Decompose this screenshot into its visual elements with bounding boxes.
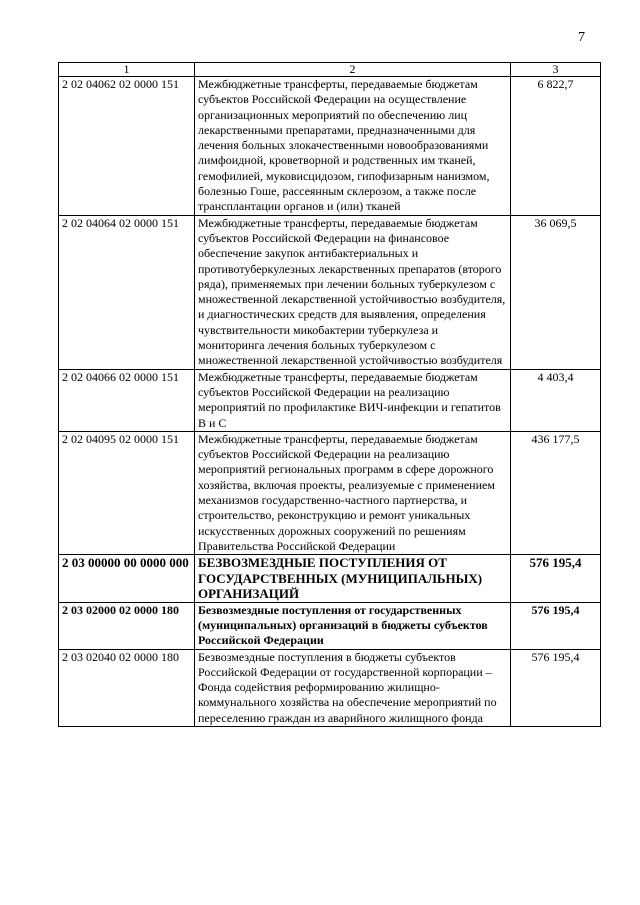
table-row bbox=[59, 369, 601, 431]
description-cell: Межбюджетные трансферты, передаваемые бюджетам субъектов Российской Федерации на осуществление организационных мероприятий по обеспечению лиц лекарственными препаратами, предназначенными для лечения больных злокачественными новообразованиями лимфоидной, кроветворной и родственных им тканей, гемофилией, муковисцидозом, гипофизарным нанизмом, болезнью Гоше, рассеянным склерозом, а также после трансплантации органов и (или) тканей bbox=[195, 77, 511, 216]
budget-code-cell: 2 03 00000 00 0000 000 bbox=[59, 555, 195, 603]
budget-revenue-table bbox=[58, 62, 601, 727]
amount-cell: 36 069,5 bbox=[511, 215, 601, 369]
amount-cell: 4 403,4 bbox=[511, 369, 601, 431]
amount-cell: 576 195,4 bbox=[511, 649, 601, 726]
table-row bbox=[59, 649, 601, 726]
description-cell: Безвозмездные поступления от государственных (муниципальных) организаций в бюджеты субъектов Российской Федерации bbox=[195, 602, 511, 649]
description-cell: Межбюджетные трансферты, передаваемые бюджетам субъектов Российской Федерации на финансовое обеспечение закупок антибактериальных и противотуберкулезных лекарственных препаратов (второго ряда), применяемых при лечении больных туберкулезом с множественной лекарственной устойчивостью возбудителя, и диагностических средств для выявления, определения чувствительности микобактерии туберкулеза и мониторинга лечения больных туберкулезом с множественной лекарственной устойчивостью возбудителя bbox=[195, 215, 511, 369]
column-header-amount: 3 bbox=[511, 63, 601, 77]
table-row-section-total bbox=[59, 555, 601, 603]
budget-code-cell: 2 02 04062 02 0000 151 bbox=[59, 77, 195, 216]
table-row bbox=[59, 431, 601, 554]
description-cell: Межбюджетные трансферты, передаваемые бюджетам субъектов Российской Федерации на реализацию мероприятий по профилактике ВИЧ-инфекции и гепатитов В и С bbox=[195, 369, 511, 431]
table-row bbox=[59, 215, 601, 369]
amount-cell: 576 195,4 bbox=[511, 602, 601, 649]
budget-code-cell: 2 03 02000 02 0000 180 bbox=[59, 602, 195, 649]
budget-code-cell: 2 02 04066 02 0000 151 bbox=[59, 369, 195, 431]
column-header-code: 1 bbox=[59, 63, 195, 77]
amount-cell: 436 177,5 bbox=[511, 431, 601, 554]
table-row bbox=[59, 77, 601, 216]
table-row-subsection-total bbox=[59, 602, 601, 649]
description-cell: Межбюджетные трансферты, передаваемые бюджетам субъектов Российской Федерации на реализацию мероприятий региональных программ в сфере дорожного хозяйства, включая проекты, реализуемые с применением механизмов государственно-частного партнерства, и строительство, реконструкцию и ремонт уникальных искусственных дорожных сооружений по решениям Правительства Российской Федерации bbox=[195, 431, 511, 554]
budget-code-cell: 2 02 04064 02 0000 151 bbox=[59, 215, 195, 369]
description-cell: Безвозмездные поступления в бюджеты субъектов Российской Федерации от государственной корпорации – Фонда содействия реформированию жилищно-коммунального хозяйства на обеспечение мероприятий по переселению граждан из аварийного жилищного фонда bbox=[195, 649, 511, 726]
column-header-description: 2 bbox=[195, 63, 511, 77]
budget-code-cell: 2 02 04095 02 0000 151 bbox=[59, 431, 195, 554]
page-number: 7 bbox=[578, 30, 585, 45]
table-header-row bbox=[59, 63, 601, 77]
amount-cell: 576 195,4 bbox=[511, 555, 601, 603]
budget-code-cell: 2 03 02040 02 0000 180 bbox=[59, 649, 195, 726]
description-cell: БЕЗВОЗМЕЗДНЫЕ ПОСТУПЛЕНИЯ ОТ ГОСУДАРСТВЕННЫХ (МУНИЦИПАЛЬНЫХ) ОРГАНИЗАЦИЙ bbox=[195, 555, 511, 603]
amount-cell: 6 822,7 bbox=[511, 77, 601, 216]
